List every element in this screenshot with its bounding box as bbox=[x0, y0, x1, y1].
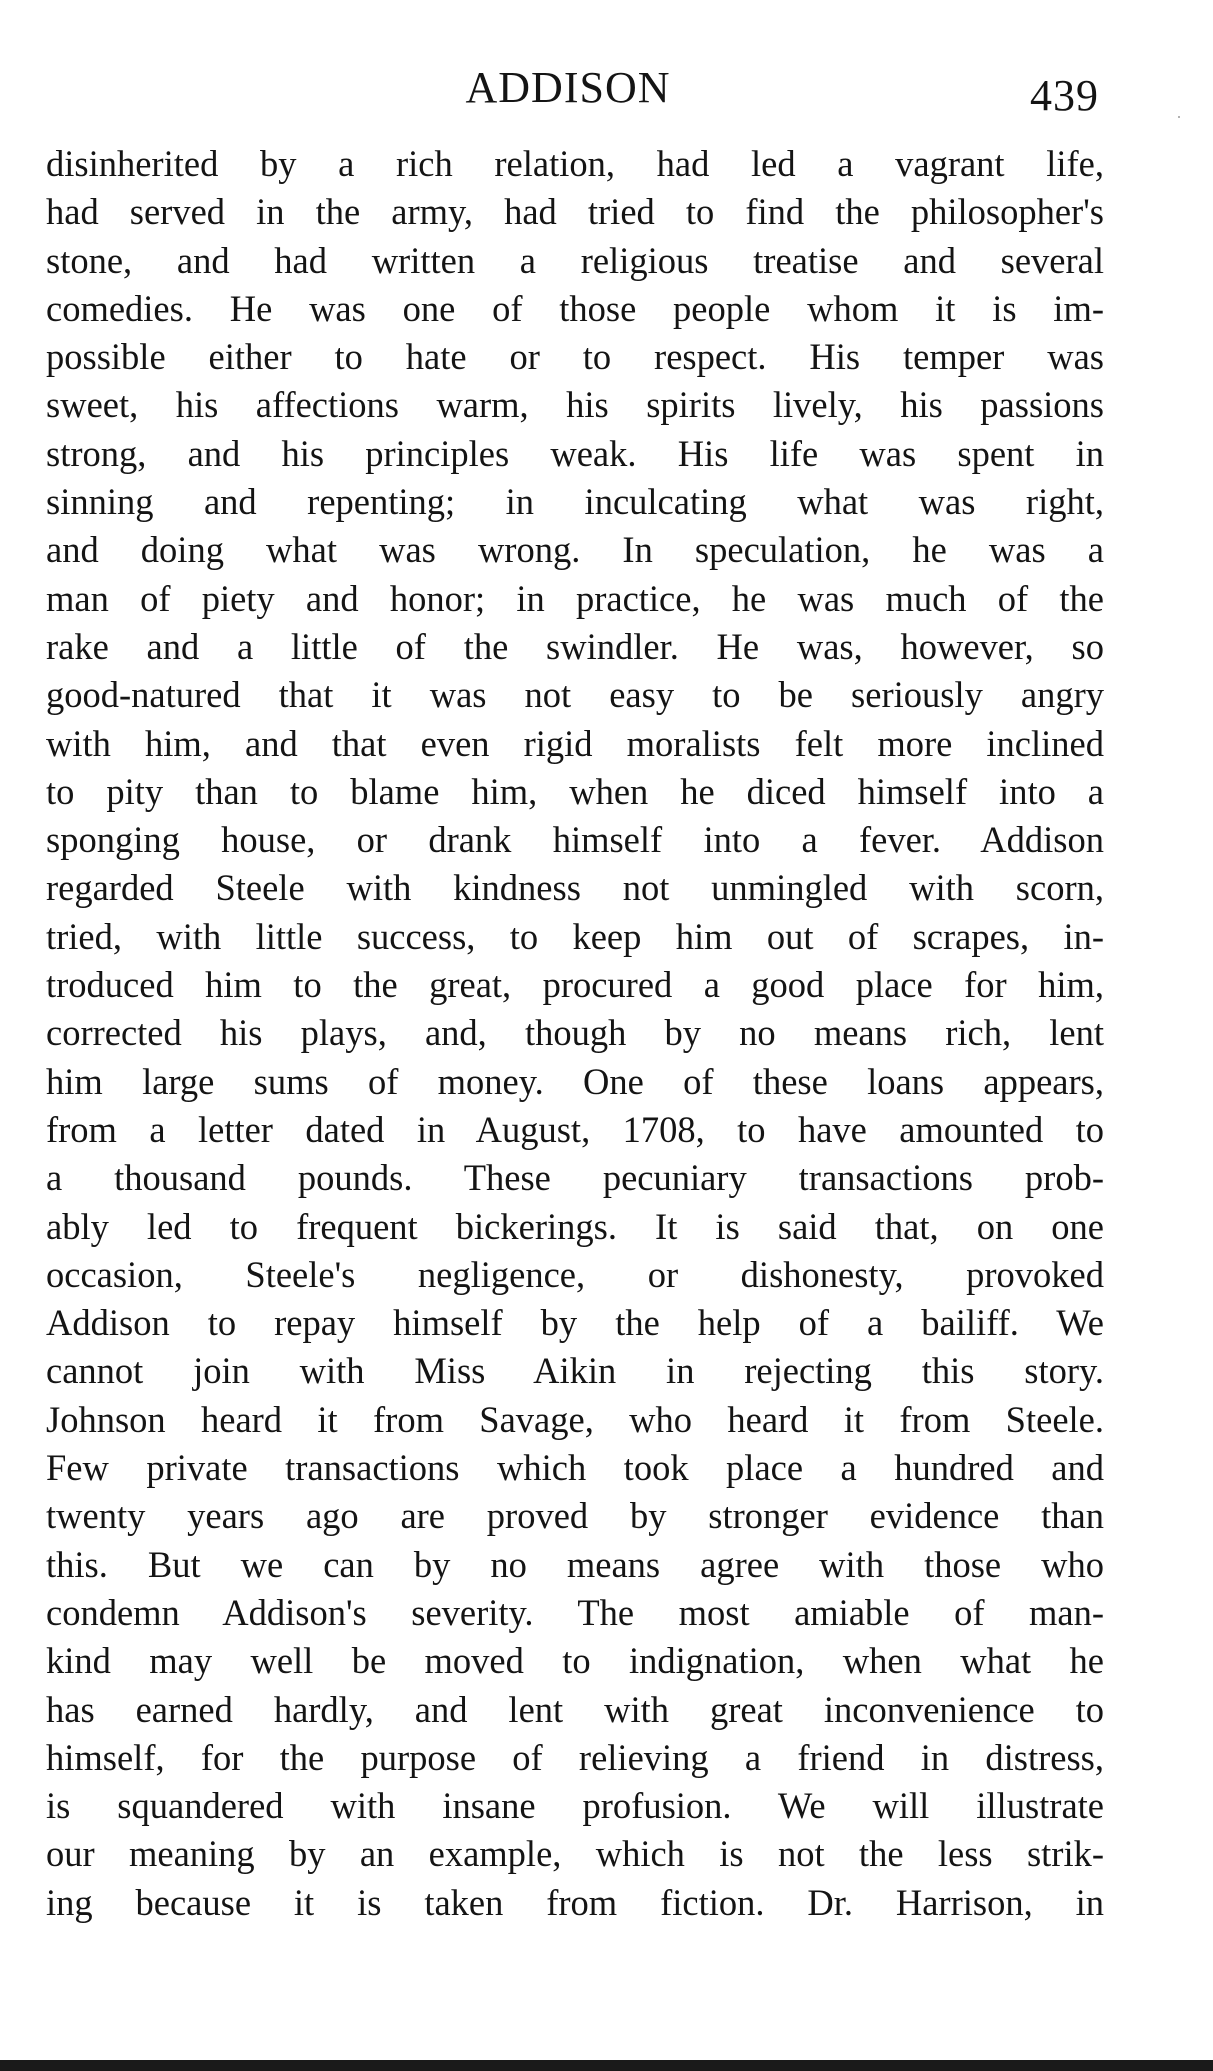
text-line: twenty years ago are proved by stronger evidence than bbox=[46, 1495, 1104, 1537]
text-line: our meaning by an example, which is not the less strik- bbox=[46, 1833, 1104, 1875]
text-line: sweet, his affections warm, his spirits lively, his passions bbox=[46, 384, 1104, 426]
text-line: and doing what was wrong. In speculation, he was a bbox=[46, 529, 1104, 571]
text-line: stone, and had written a religious treatise and several bbox=[46, 239, 1104, 281]
text-line: occasion, Steele's negligence, or dishonesty, provoked bbox=[46, 1253, 1104, 1295]
text-line: a thousand pounds. These pecuniary transactions prob- bbox=[46, 1157, 1104, 1199]
text-line: had served in the army, had tried to find the philosopher's bbox=[46, 191, 1104, 233]
text-line: has earned hardly, and lent with great inconvenience to bbox=[46, 1688, 1104, 1730]
text-line: sponging house, or drank himself into a fever. Addison bbox=[46, 819, 1104, 861]
margin-speck bbox=[1178, 116, 1180, 118]
text-line: himself, for the purpose of relieving a friend in distress, bbox=[46, 1736, 1104, 1778]
text-line: good-natured that it was not easy to be seriously angry bbox=[46, 674, 1104, 716]
text-line: him large sums of money. One of these loans appears, bbox=[46, 1060, 1104, 1102]
text-line: rake and a little of the swindler. He was, however, so bbox=[46, 625, 1104, 667]
text-line: comedies. He was one of those people whom it is im- bbox=[46, 287, 1104, 329]
text-line: possible either to hate or to respect. His temper was bbox=[46, 336, 1104, 378]
text-line: kind may well be moved to indignation, when what he bbox=[46, 1640, 1104, 1682]
text-line: corrected his plays, and, though by no means rich, lent bbox=[46, 1012, 1104, 1054]
text-line: from a letter dated in August, 1708, to have amounted to bbox=[46, 1108, 1104, 1150]
text-line: ably led to frequent bickerings. It is said that, on one bbox=[46, 1205, 1104, 1247]
text-line: Addison to repay himself by the help of a bailiff. We bbox=[46, 1302, 1104, 1344]
text-line: ing because it is taken from fiction. Dr. Harrison, in bbox=[46, 1881, 1104, 1923]
text-line: strong, and his principles weak. His life was spent in bbox=[46, 432, 1104, 474]
text-line: condemn Addison's severity. The most amiable of man- bbox=[46, 1591, 1104, 1633]
text-line: sinning and repenting; in inculcating what was right, bbox=[46, 481, 1104, 523]
text-line: tried, with little success, to keep him out of scrapes, in- bbox=[46, 915, 1104, 957]
text-line: to pity than to blame him, when he diced himself into a bbox=[46, 770, 1104, 812]
running-title: ADDISON bbox=[465, 63, 671, 112]
text-line: this. But we can by no means agree with those who bbox=[46, 1543, 1104, 1585]
text-line: man of piety and honor; in practice, he was much of the bbox=[46, 577, 1104, 619]
text-line: with him, and that even rigid moralists felt more inclined bbox=[46, 722, 1104, 764]
text-line: Few private transactions which took place a hundred and bbox=[46, 1447, 1104, 1489]
text-line: cannot join with Miss Aikin in rejecting this story. bbox=[46, 1350, 1104, 1392]
text-line: regarded Steele with kindness not unmingled with scorn, bbox=[46, 867, 1104, 909]
page-number: 439 bbox=[1030, 71, 1099, 120]
text-line: troduced him to the great, procured a good place for him, bbox=[46, 964, 1104, 1006]
body-text bbox=[46, 140, 1104, 1927]
text-line: disinherited by a rich relation, had led a vagrant life, bbox=[46, 143, 1104, 184]
bottom-rule bbox=[0, 2060, 1213, 2071]
text-line: is squandered with insane profusion. We will illustrate bbox=[46, 1785, 1104, 1827]
text-line: Johnson heard it from Savage, who heard it from Steele. bbox=[46, 1398, 1104, 1440]
page-header bbox=[0, 56, 1213, 126]
